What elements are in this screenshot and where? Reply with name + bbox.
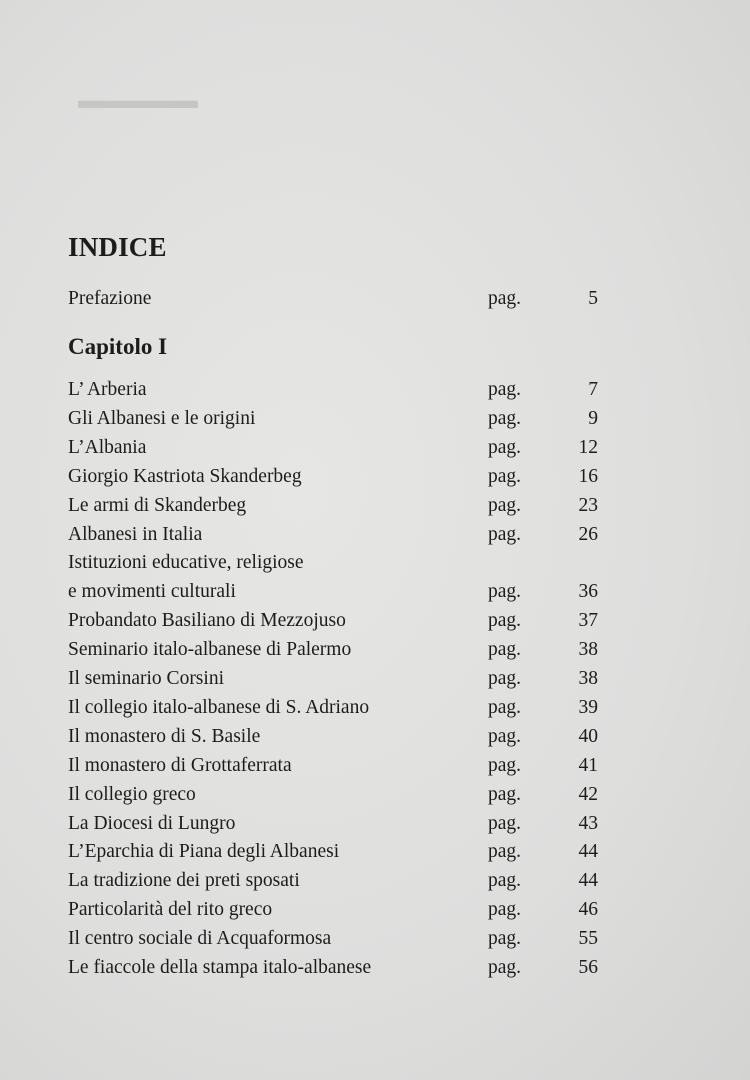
entry-pag-label: pag.: [488, 928, 522, 950]
toc-entry: [68, 665, 598, 693]
entry-pag-label: pag.: [488, 870, 522, 892]
entry-title: Il collegio italo-albanese di S. Adriano: [68, 696, 370, 718]
toc-entry: [68, 925, 598, 953]
toc-entry: [68, 492, 598, 520]
show-through-decoration: ▬▬▬▬▬: [78, 88, 198, 114]
entry-page-number: 46: [578, 899, 598, 921]
entry-title: Le fiaccole della stampa italo-albanese: [68, 957, 372, 978]
entry-pag-label: pag.: [488, 957, 522, 978]
toc-entry: [68, 405, 598, 433]
entry-pag-label: pag.: [488, 407, 522, 429]
entry-title: Il centro sociale di Acquaformosa: [68, 928, 332, 950]
toc-entry: [68, 781, 598, 809]
entry-title: Giorgio Kastriota Skanderbeg: [68, 465, 302, 487]
entry-pag-label: pag.: [488, 668, 522, 689]
entry-title: Seminario italo-albanese di Palermo: [68, 639, 352, 661]
entry-pag-label: pag.: [488, 696, 522, 718]
entry-title: Istituzioni educative, religiose: [68, 552, 304, 574]
toc-entry: [68, 521, 598, 549]
entry-title: Il collegio greco: [68, 783, 196, 805]
entry-page-number: 41: [578, 754, 598, 776]
toc-entry: [68, 463, 598, 491]
entry-pag-label: pag.: [488, 523, 522, 545]
toc-entry: [68, 752, 598, 780]
entry-title: Albanesi in Italia: [68, 523, 203, 545]
entry-page-number: 26: [578, 523, 598, 545]
toc-entry: [68, 694, 598, 722]
toc-entry: [68, 954, 598, 982]
entry-pag-label: pag.: [488, 639, 522, 661]
toc-entry: [68, 578, 598, 606]
entry-page-number: 38: [578, 639, 598, 661]
chapter-title: Capitolo I: [68, 334, 168, 359]
entry-page-number: 43: [578, 812, 598, 834]
entry-title: La tradizione dei preti sposati: [68, 870, 300, 892]
entry-page-number: 7: [588, 379, 598, 400]
entry-pag-label: pag.: [488, 725, 522, 747]
entry-pag-label: pag.: [488, 436, 522, 458]
entry-title: Gli Albanesi e le origini: [68, 407, 256, 429]
entry-pag-label: pag.: [488, 783, 522, 805]
entry-title: L’Eparchia di Piana degli Albanesi: [68, 841, 340, 863]
entry-page-number: 55: [578, 928, 598, 950]
entry-title: Particolarità del rito greco: [68, 899, 273, 921]
entry-page-number: 42: [578, 783, 598, 805]
entry-title: Il monastero di S. Basile: [68, 725, 261, 747]
entry-title: L’ Arberia: [68, 379, 147, 400]
entry-page-number: 23: [578, 494, 598, 516]
entry-pag-label: pag.: [488, 465, 522, 487]
entry-title: e movimenti culturali: [68, 581, 236, 603]
toc-entry: [68, 723, 598, 751]
entry-pag-label: pag.: [488, 841, 522, 863]
entry-title: Prefazione: [68, 288, 152, 309]
entry-pag-label: pag.: [488, 581, 522, 603]
entry-page-number: 56: [578, 957, 598, 978]
entry-pag-label: pag.: [488, 812, 522, 834]
entry-page-number: 37: [578, 610, 598, 632]
entry-page-number: 44: [578, 870, 598, 892]
entry-pag-label: pag.: [488, 288, 522, 309]
entry-pag-label: pag.: [488, 494, 522, 516]
entry-page-number: 16: [578, 465, 598, 487]
toc-entry: [68, 867, 598, 895]
toc-entry: [68, 810, 598, 838]
toc-entry: [68, 838, 598, 866]
entry-page-number: 39: [578, 696, 598, 718]
entry-page-number: 36: [578, 581, 598, 603]
entry-title: Il monastero di Grottaferrata: [68, 754, 292, 776]
toc-entry: [68, 549, 598, 577]
entry-pag-label: pag.: [488, 379, 522, 400]
entry-title: L’Albania: [68, 436, 147, 458]
entry-page-number: 38: [578, 668, 598, 689]
entry-page-number: 12: [578, 436, 598, 458]
toc-entry: [68, 434, 598, 462]
entry-page-number: 40: [578, 725, 598, 747]
entry-title: Le armi di Skanderbeg: [68, 494, 247, 516]
entry-pag-label: pag.: [488, 899, 522, 921]
toc-entry: [68, 376, 598, 404]
toc-entry: [68, 636, 598, 664]
entry-title: Probandato Basiliano di Mezzojuso: [68, 610, 346, 632]
entry-pag-label: pag.: [488, 754, 522, 776]
preface-entry: [68, 285, 598, 313]
entry-page-number: 44: [578, 841, 598, 863]
entry-page-number: 5: [588, 288, 598, 309]
entry-pag-label: pag.: [488, 610, 522, 632]
entry-title: Il seminario Corsini: [68, 668, 224, 689]
entry-page-number: 9: [588, 407, 598, 429]
toc-entry: [68, 896, 598, 924]
toc-entry: [68, 607, 598, 635]
entry-title: La Diocesi di Lungro: [68, 812, 236, 834]
index-title: INDICE: [68, 232, 167, 262]
